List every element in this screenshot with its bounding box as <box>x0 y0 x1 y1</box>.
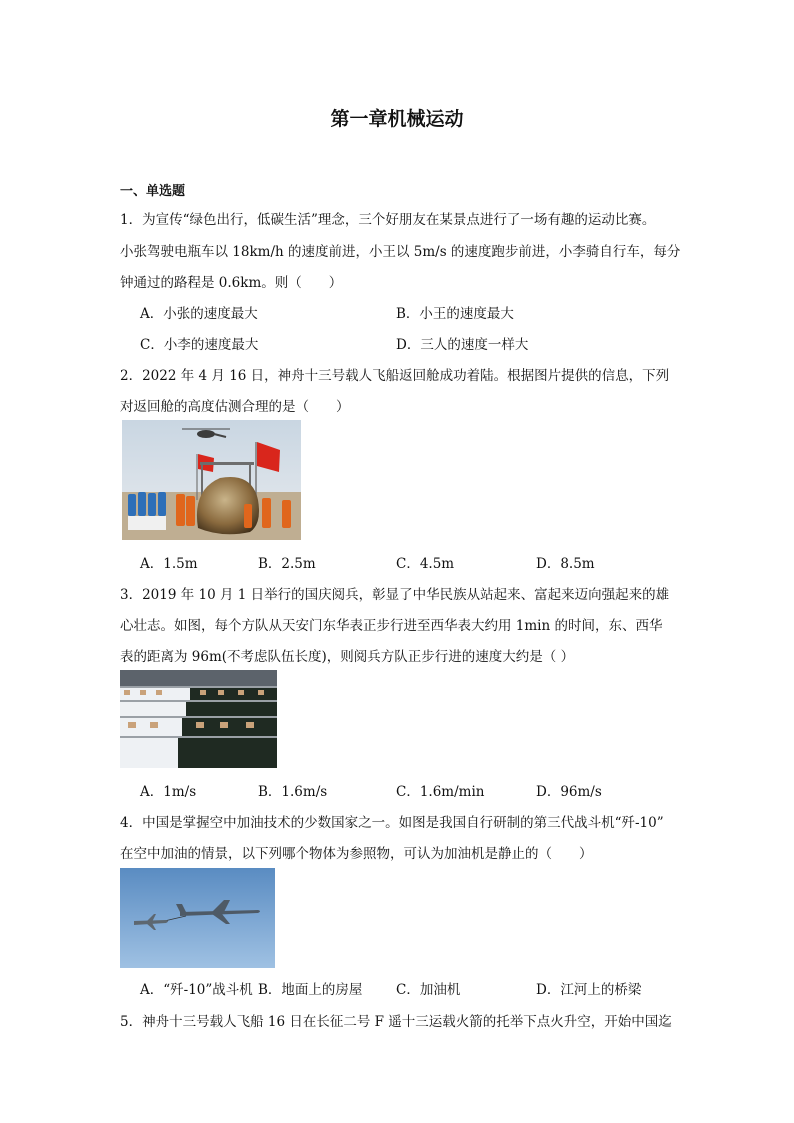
question-3-line-3: 表的距离为 96m(不考虑队伍长度)，则阅兵方队正步行进的速度大约是（ ） <box>120 649 575 665</box>
question-1-option-d: D．三人的速度一样大 <box>396 337 529 353</box>
question-1-line-3: 钟通过的路程是 0.6km。则（ ） <box>120 275 343 291</box>
aerial-refueling-photo <box>120 868 275 968</box>
question-3-line-1: 3．2019 年 10 月 1 日举行的国庆阅兵，彰显了中华民族从站起来、富起来迈向强起来的雄 <box>120 587 670 603</box>
question-1-line-2: 小张驾驶电瓶车以 18km/h 的速度前进，小王以 5m/s 的速度跑步前进，小李骑自行车，每分 <box>120 244 681 260</box>
question-5-line-1: 5．神舟十三号载人飞船 16 日在长征二号 F 遥十三运载火箭的托举下点火升空，开始中国迄 <box>120 1014 672 1030</box>
question-4-line-2: 在空中加油的情景，以下列哪个物体为参照物，可认为加油机是静止的（ ） <box>120 846 593 862</box>
question-3-option-c: C．1.6m/min <box>396 784 485 800</box>
question-4-line-1: 4．中国是掌握空中加油技术的少数国家之一。如图是我国自行研制的第三代战斗机“歼-10” <box>120 815 664 831</box>
question-4-option-a: A．“歼-10”战斗机 <box>140 982 253 998</box>
question-4-option-c: C．加油机 <box>396 982 461 998</box>
question-2-option-a: A．1.5m <box>140 556 198 572</box>
question-2-line-1: 2．2022 年 4 月 16 日，神舟十三号载人飞船返回舱成功着陆。根据图片提供的信息，下列 <box>120 368 670 384</box>
question-1-option-b: B．小王的速度最大 <box>396 306 514 322</box>
question-3-option-d: D．96m/s <box>536 784 602 800</box>
question-2-line-2: 对返回舱的高度估测合理的是（ ） <box>120 399 350 415</box>
question-2-option-d: D．8.5m <box>536 556 595 572</box>
section-heading: 一、单选题 <box>120 184 186 199</box>
question-3-option-a: A．1m/s <box>140 784 197 800</box>
question-2-option-c: C．4.5m <box>396 556 455 572</box>
question-1-option-a: A．小张的速度最大 <box>140 306 258 322</box>
question-3-line-2: 心壮志。如图，每个方队从天安门东华表正步行进至西华表大约用 1min 的时间，东、西华 <box>120 618 663 634</box>
question-4-option-d: D．江河上的桥梁 <box>536 982 642 998</box>
question-4-option-b: B．地面上的房屋 <box>258 982 363 998</box>
parade-photo <box>120 670 277 768</box>
capsule-landing-photo <box>122 420 301 540</box>
question-3-option-b: B．1.6m/s <box>258 784 328 800</box>
question-1-option-c: C．小李的速度最大 <box>140 337 259 353</box>
question-1-line-1: 1．为宣传“绿色出行，低碳生活”理念，三个好朋友在某景点进行了一场有趣的运动比赛。 <box>120 212 656 228</box>
question-2-option-b: B．2.5m <box>258 556 316 572</box>
page-title: 第一章机械运动 <box>330 108 464 130</box>
